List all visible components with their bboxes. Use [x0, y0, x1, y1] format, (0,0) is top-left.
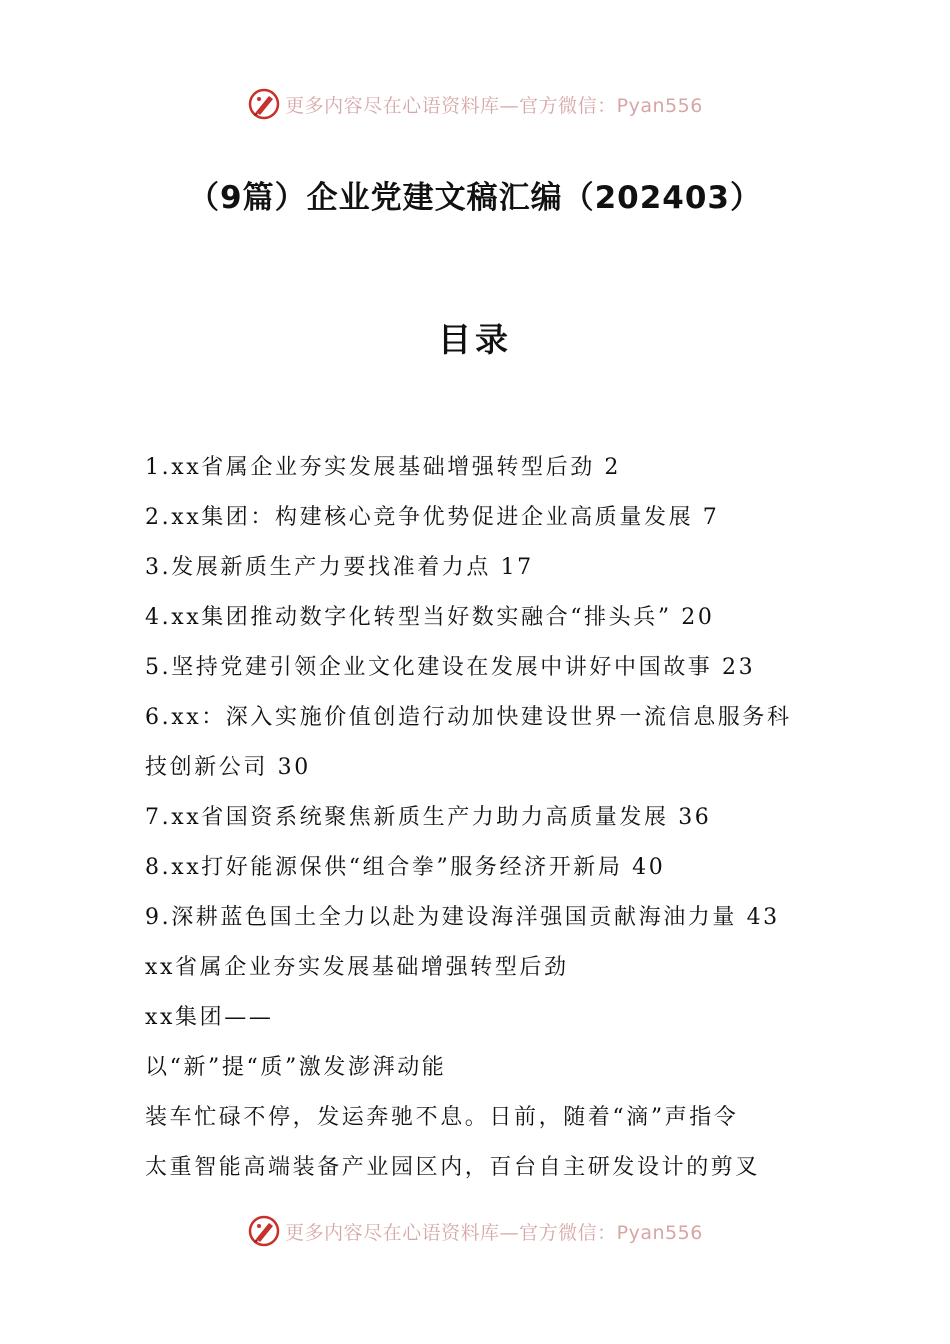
watermark-header [0, 84, 950, 124]
toc-entry-4: 4.xx集团推动数字化转型当好数实融合“排头兵” 20 [145, 605, 715, 630]
pen-logo-icon [247, 1214, 281, 1248]
toc-entry-6: 6.xx：深入实施价值创造行动加快建设世界一流信息服务科 [145, 705, 792, 730]
watermark-footer [0, 1211, 950, 1251]
toc-entry-3: 3.发展新质生产力要找准着力点 17 [145, 555, 534, 580]
watermark-text: 更多内容尽在心语资料库—官方微信：Pyan556 [285, 1221, 703, 1244]
article-title: xx省属企业夯实发展基础增强转型后劲 [145, 955, 569, 980]
toc-entry-7: 7.xx省国资系统聚焦新质生产力助力高质量发展 36 [145, 805, 712, 830]
watermark-contact: Pyan556 [616, 1221, 703, 1244]
toc-entry-5: 5.坚持党建引领企业文化建设在发展中讲好中国故事 23 [145, 655, 756, 680]
toc-heading: 目录 [438, 320, 512, 359]
toc-entry-8: 8.xx打好能源保供“组合拳”服务经济开新局 40 [145, 855, 666, 880]
toc-entry-2: 2.xx集团：构建核心竞争优势促进企业高质量发展 7 [145, 505, 720, 530]
toc-entry-6-continued: 技创新公司 30 [145, 755, 311, 780]
toc-entry-9: 9.深耕蓝色国土全力以赴为建设海洋强国贡献海油力量 43 [145, 905, 780, 930]
pen-logo-icon [247, 87, 281, 121]
document-title: （9篇）企业党建文稿汇编（202403） [188, 180, 762, 216]
watermark-contact: Pyan556 [616, 94, 703, 117]
body-paragraph-line-1: 装车忙碌不停，发运奔驰不息。日前，随着“滴”声指令 [145, 1105, 739, 1130]
watermark-text: 更多内容尽在心语资料库—官方微信：Pyan556 [285, 94, 703, 117]
article-subheading: xx集团—— [145, 1005, 274, 1030]
document-body [145, 443, 810, 1193]
body-paragraph-line-2: 太重智能高端装备产业园区内，百台自主研发设计的剪叉 [145, 1155, 761, 1180]
toc-entry-1: 1.xx省属企业夯实发展基础增强转型后劲 2 [145, 455, 621, 480]
article-subheading-2: 以“新”提“质”激发澎湃动能 [145, 1055, 447, 1080]
